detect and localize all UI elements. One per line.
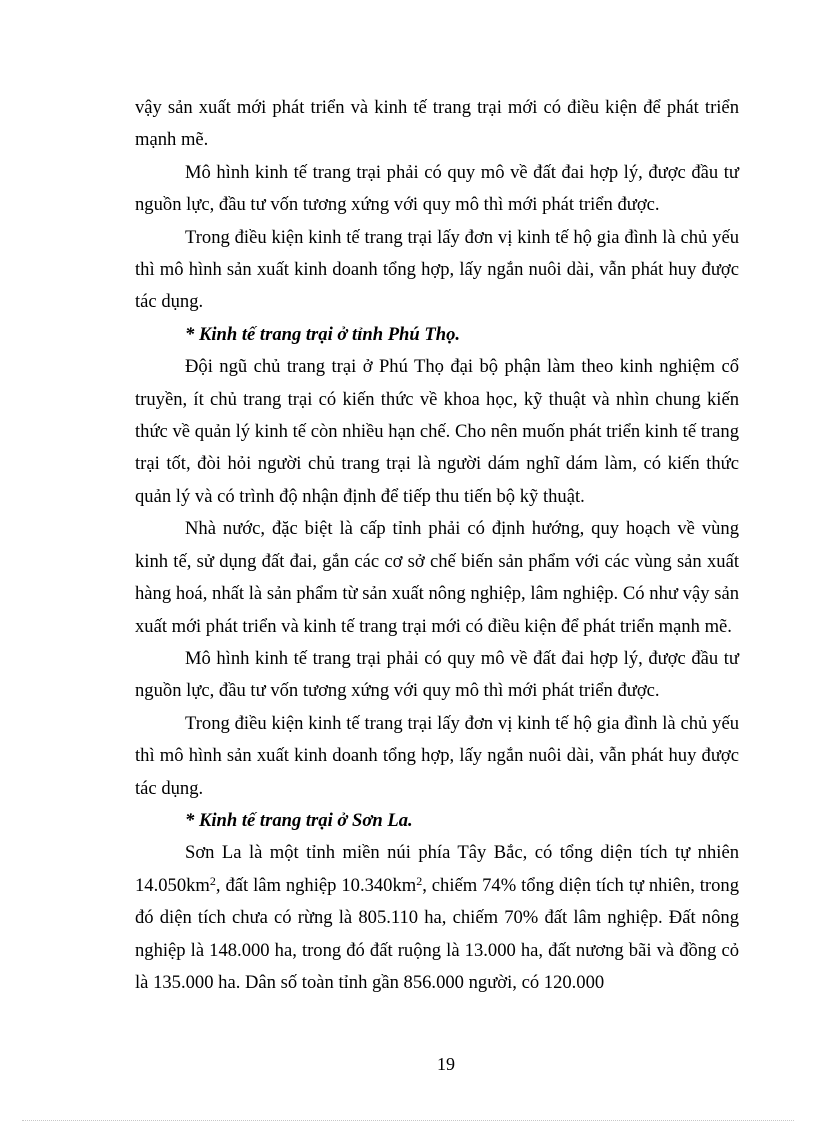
son-la-text-3: , chiếm 74% tổng diện tích tự nhiên, trong đó diện tích chưa có rừng là 805.110 ha, chiếm 70% đất lâm nghiệp. Đất nông nghiệp là 148.000 ha, trong đó đất ruộng là 13.000 ha, đất nương bãi và đồng cỏ là 135.000 ha. Dân số toàn tỉnh gần 856.000 người, có 120.000	[135, 874, 739, 993]
section-heading-son-la: * Kinh tế trang trại ở Sơn La.	[185, 809, 413, 831]
paragraph: Đội ngũ chủ trang trại ở Phú Thọ đại bộ phận làm theo kinh nghiệm cổ truyền, ít chủ trang trại có kiến thức về khoa học, kỹ thuật và nhìn chung kiến thức về quản lý kinh tế còn nhiều hạn chế. Cho nên muốn phát triển kinh tế trang trại tốt, đòi hỏi người chủ trang trại là người dám nghĩ dám làm, có kiến thức quản lý và có trình độ nhận định để tiếp thu tiến bộ kỹ thuật.	[135, 356, 739, 507]
paragraph-continuation: vậy sản xuất mới phát triển và kinh tế trang trại mới có điều kiện để phát triển mạnh mẽ.	[135, 97, 739, 151]
paragraph-son-la	[135, 837, 739, 999]
paragraph: Mô hình kinh tế trang trại phải có quy mô về đất đai hợp lý, được đầu tư nguồn lực, đầu tư vốn tương xứng với quy mô thì mới phát triển được.	[135, 161, 739, 216]
page-number: 19	[437, 1054, 455, 1074]
superscript: 2	[416, 873, 423, 888]
section-heading-phu-tho: * Kinh tế trang trại ở tỉnh Phú Thọ.	[185, 323, 461, 345]
page-bottom-divider	[22, 1120, 794, 1121]
superscript: 2	[209, 873, 216, 888]
document-body	[135, 92, 739, 999]
paragraph: Nhà nước, đặc biệt là cấp tỉnh phải có định hướng, quy hoạch về vùng kinh tế, sử dụng đất đai, gắn các cơ sở chế biến sản phẩm với các vùng sản xuất hàng hoá, nhất là sản phẩm từ sản xuất nông nghiệp, lâm nghiệp. Có như vậy sản xuất mới phát triển và kinh tế trang trại mới có điều kiện để phát triển mạnh mẽ.	[135, 518, 739, 637]
son-la-text-1: Sơn La là một tỉnh miền núi phía Tây Bắc, có tổng diện tích tự nhiên 14.050km	[135, 842, 739, 896]
paragraph: Trong điều kiện kinh tế trang trại lấy đơn vị kinh tế hộ gia đình là chủ yếu thì mô hình sản xuất kinh doanh tổng hợp, lấy ngắn nuôi dài, vẫn phát huy được tác dụng.	[135, 226, 739, 313]
son-la-text-2: , đất lâm nghiệp 10.340km	[215, 874, 417, 896]
paragraph: Trong điều kiện kinh tế trang trại lấy đơn vị kinh tế hộ gia đình là chủ yếu thì mô hình sản xuất kinh doanh tổng hợp, lấy ngắn nuôi dài, vẫn phát huy được tác dụng.	[135, 712, 739, 799]
paragraph: Mô hình kinh tế trang trại phải có quy mô về đất đai hợp lý, được đầu tư nguồn lực, đầu tư vốn tương xứng với quy mô thì mới phát triển được.	[135, 647, 739, 702]
